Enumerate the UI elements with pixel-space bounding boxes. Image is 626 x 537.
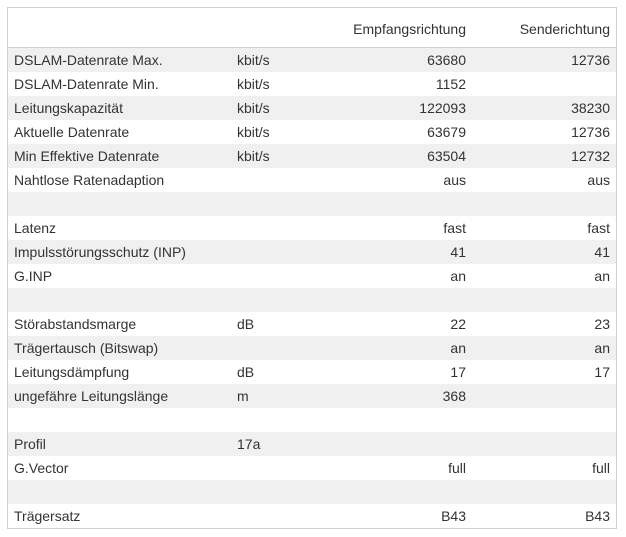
row-label: Leitungskapazität (14, 100, 123, 116)
row-label: Min Effektive Datenrate (14, 148, 160, 164)
row-label: Nahtlose Ratenadaption (14, 172, 165, 188)
row-upstream-value: 12736 (571, 52, 610, 68)
row-label: Trägersatz (14, 508, 81, 524)
row-upstream-value: 12732 (571, 148, 610, 164)
row-upstream-value: 12736 (571, 124, 610, 140)
row-unit: dB (237, 364, 255, 380)
row-label: Störabstandsmarge (14, 316, 137, 332)
dsl-info-table (7, 7, 617, 529)
table-row (8, 240, 616, 264)
table-row (8, 408, 616, 432)
table-row (8, 144, 616, 168)
header-upstream: Senderichtung (519, 21, 610, 37)
table-row (8, 312, 616, 336)
table-row (8, 360, 616, 384)
table-row (8, 168, 616, 192)
row-downstream-value: 63504 (427, 148, 466, 164)
table-body (8, 48, 616, 529)
table-row (8, 456, 616, 480)
row-label: Leitungsdämpfung (14, 364, 130, 380)
row-downstream-value: full (448, 460, 466, 476)
row-upstream-value: an (594, 268, 610, 284)
row-upstream-value: B43 (585, 508, 610, 524)
row-downstream-value: fast (443, 220, 466, 236)
row-label: G.INP (14, 268, 53, 284)
row-upstream-value: 17 (594, 364, 610, 380)
row-unit: kbit/s (237, 148, 270, 164)
row-label: Profil (14, 436, 46, 452)
table-row (8, 432, 616, 456)
row-label: DSLAM-Datenrate Max. (14, 52, 163, 68)
table-row (8, 264, 616, 288)
row-upstream-value: aus (587, 172, 610, 188)
row-label: Aktuelle Datenrate (14, 124, 130, 140)
table-row (8, 72, 616, 96)
row-downstream-value: an (450, 268, 466, 284)
row-unit: m (237, 388, 249, 404)
row-downstream-value: 1152 (435, 76, 466, 92)
table-row (8, 480, 616, 504)
table-row (8, 192, 616, 216)
row-downstream-value: 368 (442, 388, 466, 404)
table-row (8, 336, 616, 360)
row-downstream-value: 41 (450, 244, 466, 260)
row-unit: dB (237, 316, 255, 332)
row-label: ungefähre Leitungslänge (14, 388, 169, 404)
row-downstream-value: 122093 (419, 100, 466, 116)
row-label: Impulsstörungsschutz (INP) (14, 244, 186, 260)
row-downstream-value: 22 (450, 316, 466, 332)
table-row (8, 288, 616, 312)
row-unit: kbit/s (237, 76, 270, 92)
table-row (8, 216, 616, 240)
row-unit: kbit/s (237, 100, 270, 116)
row-downstream-value: aus (443, 172, 466, 188)
table-row (8, 48, 616, 72)
row-upstream-value: an (594, 340, 610, 356)
table-row (8, 96, 616, 120)
row-upstream-value: full (592, 460, 610, 476)
table-row (8, 120, 616, 144)
row-label: DSLAM-Datenrate Min. (14, 76, 159, 92)
row-downstream-value: 63679 (427, 124, 466, 140)
row-unit: kbit/s (237, 52, 270, 68)
row-upstream-value: 38230 (571, 100, 610, 116)
row-label: Trägertausch (Bitswap) (14, 340, 159, 356)
row-label: Latenz (14, 220, 57, 236)
table-row (8, 384, 616, 408)
row-downstream-value: B43 (441, 508, 466, 524)
row-upstream-value: fast (587, 220, 610, 236)
row-unit: kbit/s (237, 124, 270, 140)
row-upstream-value: 41 (594, 244, 610, 260)
table-header (8, 8, 616, 48)
row-downstream-value: an (450, 340, 466, 356)
header-downstream: Empfangsrichtung (353, 21, 466, 37)
row-upstream-value: 23 (594, 316, 610, 332)
row-downstream-value: 17 (450, 364, 466, 380)
table-row (8, 504, 616, 529)
row-unit: 17a (237, 436, 261, 452)
row-downstream-value: 63680 (427, 52, 466, 68)
row-label: G.Vector (14, 460, 69, 476)
